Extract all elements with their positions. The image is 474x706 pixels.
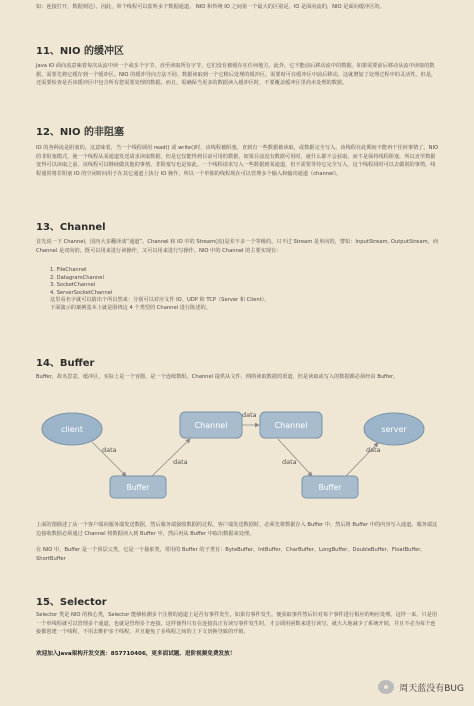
section-13-title: 13、Channel	[36, 222, 106, 233]
watermark-text: 周天蓝没有BUG	[399, 683, 464, 694]
section-14-body: Buffer，故名思意，缓冲区，实际上是一个容器，是一个连续数组。Channel 提供从文件、网络读取数据的渠道，但是读取或写入的数据都必须经由 Buffer。	[36, 374, 399, 380]
data-label-1: data	[102, 446, 117, 454]
watermark	[378, 680, 464, 694]
channel-note-1: 这里看名字就可以猜出个所以然来：分别可以对应文件 IO、UDP 和 TCP（Server 和 Client）。	[50, 297, 270, 304]
list-item: 4. ServerSocketChannel	[50, 289, 113, 296]
section-14-title: 14、Buffer	[36, 358, 95, 369]
buffer-flow-diagram	[30, 398, 450, 510]
section-14-body-2: 上面的图描述了从一个客户端向服务端发送数据，然后服务端接收数据的过程。客户端发送数据时，必须先将数据存入 Buffer 中，然后将 Buffer 中的内容写入通道。服务端这边接收数据必须通过 Channel 将数据读入到 Buffer 中，然后再从 Buffer 中取出数据来处理。	[36, 522, 438, 537]
buffer-label-right: Buffer	[318, 483, 342, 492]
data-label-2: data	[173, 458, 188, 466]
channel-label-left: Channel	[194, 421, 228, 430]
section-11-title: 11、NIO 的缓冲区	[36, 46, 124, 57]
channel-note-2: 下面演示的案例基本上就是围绕这 4 个类型的 Channel 进行陈述的。	[50, 304, 211, 311]
buffer-label-left: Buffer	[126, 483, 150, 492]
channel-list	[50, 267, 269, 313]
list-item: 3. SocketChannel	[50, 282, 96, 289]
section-13-body: 首先说一下 Channel，国内大多翻译成“通道”。Channel 和 IO 中的 Stream(流)是差不多一个等级的。只不过 Stream 是单向的，譬如：InputStream, OutputStream，而 Channel 是双向的，既可以用来进行读操作，又可以用来进行写操作。NIO 中的 Channel 的主要实现有：	[36, 239, 439, 254]
section-15-title: 15、Selector	[36, 597, 107, 608]
data-label-4: data	[282, 458, 297, 466]
section-14-body-3: 在 NIO 中，Buffer 是一个顶层父类，它是一个抽象类，常用的 Buffer 的子类有：ByteBuffer、IntBuffer、CharBuffer、LongBuffer、DoubleBuffer、FloatBuffer、ShortBuffer	[36, 547, 426, 562]
section-11-body: Java IO 面向流意味着每次从流中读一个或多个字节，直至读取所有字节，它们没有被缓存在任何地方。此外，它不能前后移动流中的数据。如果需要前后移动从流中读取的数据，需要先将它缓存到一个缓冲区。NIO 的缓冲导向方法不同。数据读取到一个它稍后处理的缓冲区，需要时可在缓冲区中前后移动。这就增加了处理过程中的灵活性。但是，还需要检查是否该缓冲区中包含所有您需要处理的数据。而且，需确保当更多的数据读入缓冲区时，不要覆盖缓冲区里尚未处理的数据。	[36, 63, 437, 87]
client-label: client	[61, 425, 83, 434]
channel-label-right: Channel	[274, 421, 308, 430]
intro-paragraph: 如：连接打开，数据到达）。因此，单个线程可以监听多个数据通道。 NIO 和传统 IO 之间第一个最大的区别是，IO 是面向流的，NIO 是面向缓冲区的。	[36, 4, 385, 10]
server-label: server	[381, 425, 407, 434]
list-item: 2. DatagramChannel	[50, 274, 104, 281]
footer-promo: 欢迎加入Java架构开发交流：857710406，更多面试题、进阶视频免费发放！	[36, 651, 236, 657]
list-item: 1. FileChannel	[50, 267, 87, 273]
wechat-icon	[378, 680, 394, 694]
section-15-body: Selector 类是 NIO 的核心类，Selector 能够检测多个注册的通道上是否有事件发生，如果有事件发生，便获取事件然后针对每个事件进行相应的响应处理。这样一来，只是用一个单线程就可以管理多个通道，也就是管理多个连接。这样使得只有在连接真正有读写事件发生时，才会调用函数来进行读写，就大大地减少了系统开销，并且不必为每个连接都创建一个线程，不用去维护多个线程，并且避免了多线程之间的上下文切换导致的开销。	[36, 612, 438, 636]
section-12-body: IO 的各种流是阻塞的。这意味着，当一个线程调用 read() 或 write()时，该线程被阻塞，直到有一些数据被读取，或数据完全写入。该线程在此期间不能再干任何事情了。NIO 的非阻塞模式，使一个线程从某通道发送请求读取数据，但是它仅能得到目前可用的数据，如果目前没有数据可用时，就什么都不会获取。而不是保持线程阻塞，所以直至数据变得可以读取之前，该线程可以继续做其他的事情。非阻塞写也是如此。一个线程请求写入一些数据到某通道，但不需要等待它完全写入，这个线程同时可以去做别的事情。线程通常将非阻塞 IO 的空闲时间用于在其它通道上执行 IO 操作，所以一个单独的线程现在可以管理多个输入和输出通道（channel）。	[36, 145, 439, 177]
data-label-5: data	[366, 446, 381, 454]
data-label-3: data	[242, 411, 257, 419]
section-12-title: 12、NIO 的非阻塞	[36, 127, 124, 138]
